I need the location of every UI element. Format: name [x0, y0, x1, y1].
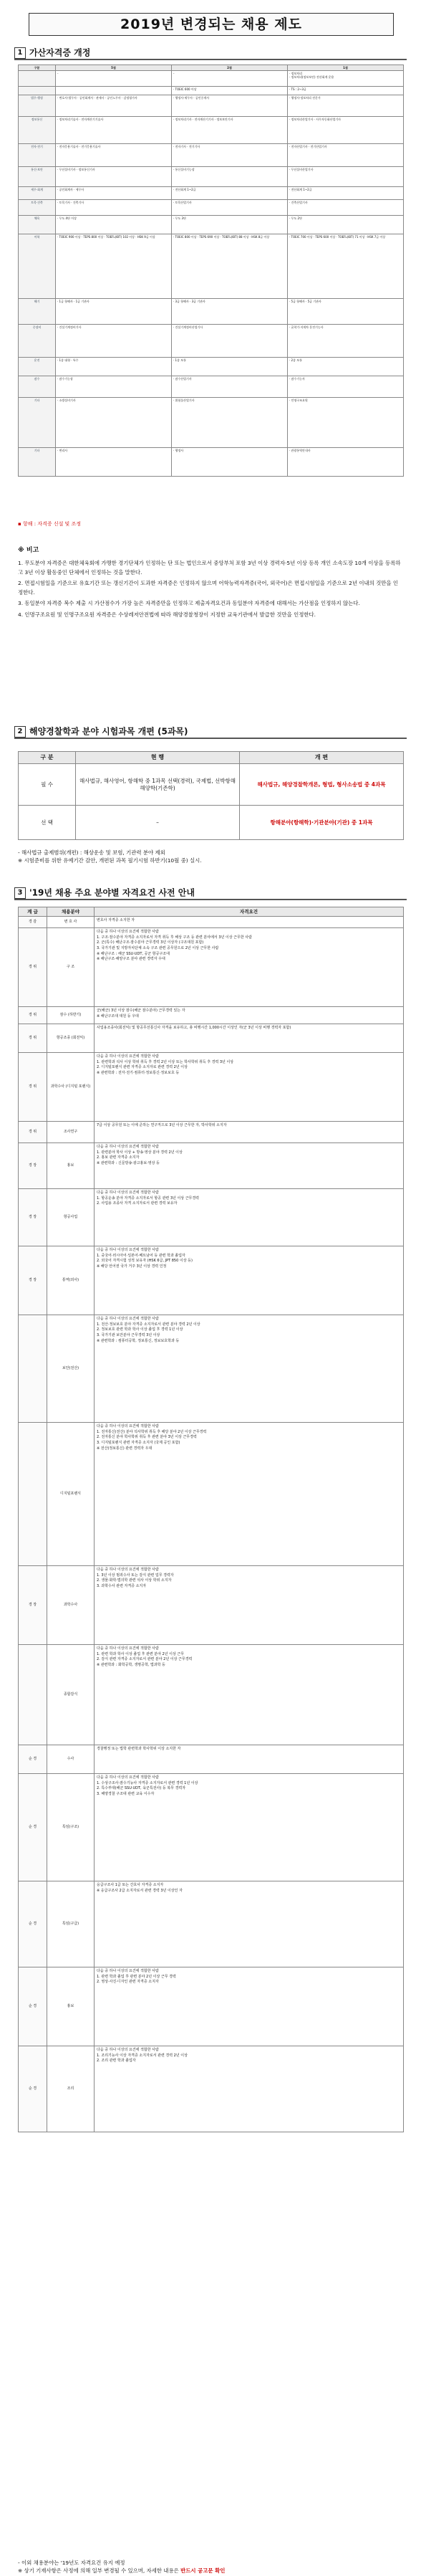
- row-label: 전자·전기: [19, 144, 56, 167]
- rank-cell: [19, 1315, 47, 1423]
- field-cell: 과학수사: [47, 1566, 95, 1645]
- row-label: 어학: [19, 234, 56, 299]
- row-label: 운전: [19, 358, 56, 376]
- requirement-cell: 응급구조사 1급 또는 간호사 자격증 소지자 ※ 응급구조사 2급 소지자로서 관련 경력 3년 이상인 자: [95, 1881, 404, 1967]
- table2-notes: [18, 849, 405, 864]
- field-cell: 수사: [47, 1745, 95, 1774]
- table-row: [19, 299, 404, 325]
- table-cell: · 1종 대형 · 특수: [56, 358, 172, 376]
- row-label: 토목·건축: [19, 200, 56, 216]
- row-label: 필 수: [19, 764, 76, 806]
- table-cell: · 잠수기능장: [56, 376, 172, 398]
- table-cell: · 전산회계 1~2급: [172, 187, 288, 200]
- table-cell: · 전산회계 1~2급: [288, 187, 404, 200]
- table-cell: · 전자응용기술사 · 전기응용기술사: [56, 144, 172, 167]
- rank-cell: 순 경: [19, 1881, 47, 1967]
- table-cell: · 변호사·법무사 · 공인회계사 · 관세사 · 공인노무사 · 감정평가사: [56, 95, 172, 117]
- table-cell: · 행정사: [172, 448, 288, 477]
- field-cell: 조리: [47, 2046, 95, 2132]
- table-cell: [56, 87, 172, 95]
- table-cell: -: [56, 71, 172, 87]
- table-cell: · TOEIC 900 이상 · TEPS 800 이상 · TOEFL(IBT) 102 이상 · HSK 9급 이상: [56, 234, 172, 299]
- table-row: [19, 448, 404, 477]
- section-heading: 해양경찰학과 분야 시험과목 개편 (5과목): [29, 726, 188, 737]
- new-subjects: 항해분야(항해학)·기관분야(기관) 중 1과목: [240, 806, 404, 840]
- table-cell: · 무선설비산업기사: [288, 167, 404, 187]
- table-row: [19, 144, 404, 167]
- table-cell: · 통신설비기능장: [172, 167, 288, 187]
- row-label: [19, 87, 56, 95]
- table-cell: · 행정사·세무사 · 공인중개사: [172, 95, 288, 117]
- table-cell: · 무선설비기사 · 정보통신기사: [56, 167, 172, 187]
- row-label: 잠수: [19, 376, 56, 398]
- field-cell: 홍보: [47, 1967, 95, 2046]
- row-label: 해기: [19, 299, 56, 325]
- rank-cell: 경 위: [19, 1024, 47, 1053]
- rank-cell: 경 장: [19, 1143, 47, 1189]
- rank-cell: 경 장: [19, 1566, 47, 1645]
- field-cell: 조사연구: [47, 1122, 95, 1143]
- table-row: [19, 1566, 404, 1645]
- notes-emphasis: 반드시 공고문 확인: [180, 2567, 226, 2574]
- notes-line: [18, 2567, 225, 2575]
- table-cell: · 1종 보통: [172, 358, 288, 376]
- table-cell: · 5급 항해사 · 5급 기관사: [288, 299, 404, 325]
- section-2-header: [14, 726, 407, 739]
- table-row: [19, 1645, 404, 1745]
- table-row: [19, 71, 404, 87]
- notes-main: ※ 상기 기재사항은 사정에 의해 일부 변경될 수 있으며, 자세한 내용은: [18, 2567, 181, 2574]
- remark-item: 4. 인명구조요원 및 인명구조요원 자격증은 수상레저안전법에 따라 해양경찰청장이 지정한 교육기관에서 발급한 것만을 인정한다.: [18, 611, 316, 618]
- table-cell: · 위험물산업기사: [172, 398, 288, 448]
- table-cell: · 변리사: [56, 448, 172, 477]
- table-row: [19, 325, 404, 358]
- rank-cell: 순 경: [19, 1774, 47, 1881]
- section-1-header: [14, 47, 407, 60]
- requirement-cell: 다음 중 하나 이상의 요건에 적합한 사람 1. 전산·정보보호 분야 자격증 소지자로서 관련 분야 경력 2년 이상 2. 정보보호 관련 학과 학사 이상 졸업 후 경력 1년 이상 3. 국가기관 보안분야 근무경력 3년 이상 ※ 관련학과 : 컴퓨터공학, 정보통신, 정보보호학과 등: [95, 1315, 404, 1423]
- requirement-cell: 다음 중 하나 이상의 요건에 적합한 사람 1. 관련분야 학사 이상 + 방송·영상 분야 경력 2년 이상 2. 홍보 관련 자격증 소지자 ※ 관련학과 : 신문방송·광고홍보·영상 등: [95, 1143, 404, 1189]
- table-cell: · 무도 4단 이상: [56, 216, 172, 234]
- field-cell: 보안(전산): [47, 1315, 95, 1423]
- note-line: ※ 시험준비를 위한 유예기간 감안, 개편된 과목 필기시험 하반기(10월 중) 실시.: [18, 857, 202, 864]
- column-header: 5점: [56, 65, 172, 71]
- page-title: 2019년 변경되는 채용 제도: [120, 16, 302, 32]
- rank-cell: 경 장: [19, 1189, 47, 1246]
- table-cell: · TS : 2~3급: [288, 87, 404, 95]
- table-row: [19, 1881, 404, 1967]
- requirement-cell: 다음 중 하나 이상의 요건에 적합한 사람 1. 조리기능사 이상 자격증 소지자로서 관련 경력 2년 이상 2. 조리 관련 학과 졸업자: [95, 2046, 404, 2132]
- table-cell: · TOEIC 800 이상 · TEPS 690 이상 · TOEFL(IBT) 88 이상 · HSK 8급 이상: [172, 234, 288, 299]
- rank-cell: 경 장: [19, 1246, 47, 1315]
- table-cell: · 건설기계정비산업기사: [172, 325, 288, 358]
- requirement-cell: 다음 중 하나 이상의 요건에 적합한 사람 1. 관련 학과 졸업 후 관련 분야 2년 이상 근무 경력 2. 영상·사진·디자인 관련 자격증 소지자: [95, 1967, 404, 2046]
- table-row: [19, 1246, 404, 1315]
- table-cell: · 전자산업기사 · 전기산업기사: [288, 144, 404, 167]
- column-header: 자격요건: [95, 907, 404, 917]
- table-cell: · 정보처리 · 정보처리(정보보안) 전산회계 운용: [288, 71, 404, 87]
- column-header: 1점: [288, 65, 404, 71]
- field-cell: 특임(구조): [47, 1774, 95, 1881]
- row-label: 정보통신: [19, 117, 56, 144]
- table-cell: · 인명구조요원: [288, 398, 404, 448]
- field-cell: 항공사업: [47, 1189, 95, 1246]
- field-cell: 홍보: [47, 1143, 95, 1189]
- field-cell: 종합감식: [47, 1645, 95, 1745]
- column-header: 계 급: [19, 907, 47, 917]
- requirement-cell: 다음 중 하나 이상의 요건에 적합한 사람 1. 전자통신(전산) 분야 석사학위 취득 후 해당 분야 2년 이상 근무경력 2. 전자통신 분야 학사학위 취득 후 관련 분야 3년 이상 근무경력 3. 디지털포렌식 관련 자격증 소지자 (국제 공인 포함) ※ 전산(정보통신) 관련 경력자 우대: [95, 1423, 404, 1566]
- table-row: [19, 1315, 404, 1423]
- exam-subject-table: [18, 751, 404, 840]
- table-cell: · 소방설비기사: [56, 398, 172, 448]
- table-cell: · 전자기사 · 전기기사: [172, 144, 288, 167]
- rank-cell: 순 경: [19, 1745, 47, 1774]
- qualification-table: [18, 65, 404, 477]
- table-row: [19, 358, 404, 376]
- row-label: 세무·회계: [19, 187, 56, 200]
- table-row: [19, 1053, 404, 1122]
- table-row: [19, 117, 404, 144]
- table-row: [19, 87, 404, 95]
- table-row: [19, 806, 404, 840]
- table-cell: · 토목산업기사: [172, 200, 288, 216]
- field-cell: 과학수사 (디지털 포렌식): [47, 1053, 95, 1122]
- note-line: - 해사법규 출제범위(개편) : 해상운송 및 보험, 기관력 분야 제외: [18, 849, 165, 856]
- table-row: [19, 1423, 404, 1566]
- table-cell: · 건축산업기사: [288, 200, 404, 216]
- table-cell: · 관광통역안내사: [288, 448, 404, 477]
- table-cell: · 행정사·정보처리 전문가: [288, 95, 404, 117]
- requirement-cell: 7급 이상 공무원 또는 이에 준하는 연구직으로 3년 이상 근무한 자, 박사학위 소지자: [95, 1122, 404, 1143]
- current-subjects: 해사법규, 해사영어, 항해학 중 1과목 선택(경력), 국제법, 선박항해 해양학(기존학): [76, 764, 240, 806]
- table-cell: -: [172, 71, 288, 87]
- table-cell: · 무도 2단: [288, 216, 404, 234]
- title-box: [29, 13, 394, 36]
- column-header: 현 행: [76, 752, 240, 764]
- remarks-block: [18, 547, 403, 621]
- table-row: [19, 1024, 404, 1053]
- table-row: [19, 187, 404, 200]
- table-cell: · 토목기사 · 건축기사: [56, 200, 172, 216]
- requirement-cell: 사업용조종사(회전익) 및 항공무선통신사 자격을 보유하고, 총 비행시간 1,000시간 이상인 자(군 3년 이상 비행 경력자 포함): [95, 1024, 404, 1053]
- section-number: 1: [14, 47, 26, 59]
- table-row: [19, 917, 404, 928]
- table-cell: · 3급 항해사 · 3급 기관사: [172, 299, 288, 325]
- section-number: 3: [14, 887, 26, 899]
- requirement-cell: 경찰행정 또는 법학 관련학과 학사학위 이상 소지한 자: [95, 1745, 404, 1774]
- section-rule: [14, 59, 407, 60]
- table-row: [19, 216, 404, 234]
- row-label: [19, 71, 56, 87]
- field-cell: 잠수 (하반기): [47, 1007, 95, 1024]
- rank-cell: 경 위: [19, 928, 47, 1007]
- rank-cell: [19, 1645, 47, 1745]
- column-header: 개 편: [240, 752, 404, 764]
- column-header: 2점: [172, 65, 288, 71]
- table-row: [19, 398, 404, 448]
- table-row: [19, 928, 404, 1007]
- table-cell: · 잠수산업기사: [172, 376, 288, 398]
- new-subjects: 해사법규, 해양경찰학개론, 형법, 형사소송법 중 4과목: [240, 764, 404, 806]
- table-cell: · 정보처리산업기사 · 사무자동화산업기사: [288, 117, 404, 144]
- row-label: 통신·보안: [19, 167, 56, 187]
- row-label: 기타: [19, 398, 56, 448]
- table-row: [19, 234, 404, 299]
- table-row: [19, 1122, 404, 1143]
- table3-notes: [18, 2559, 225, 2575]
- requirement-cell: 변호사 자격증 소지한 자: [95, 917, 404, 928]
- rank-cell: 경 위: [19, 1007, 47, 1024]
- table-row: [19, 764, 404, 806]
- table-row: [19, 200, 404, 216]
- section-number: 2: [14, 726, 26, 738]
- table-cell: · 1급 항해사 · 1급 기관사: [56, 299, 172, 325]
- table1-note: ▪ 항해 : 자격증 신설 및 조정: [18, 521, 82, 527]
- table-row: [19, 167, 404, 187]
- row-label: 기타: [19, 448, 56, 477]
- rank-cell: 경 위: [19, 1053, 47, 1122]
- section-heading: 가산자격증 개정: [29, 47, 91, 58]
- table-cell: · 정보처리기사 · 전자계산기기사 · 정보보안기사: [172, 117, 288, 144]
- table-row: [19, 1774, 404, 1881]
- table-row: [19, 95, 404, 117]
- table-row: [19, 1007, 404, 1024]
- table-row: [19, 2046, 404, 2132]
- rank-cell: 순 경: [19, 1967, 47, 2046]
- field-cell: 통역(외사): [47, 1246, 95, 1315]
- table-row: [19, 376, 404, 398]
- field-cell: 변 호 사: [47, 917, 95, 928]
- field-cell: 구 조: [47, 928, 95, 1007]
- section-rule: [14, 738, 407, 739]
- section-heading: '19년 채용 주요 분야별 자격요건 사전 안내: [29, 887, 195, 898]
- table-row: [19, 1967, 404, 2046]
- column-header: 구분: [19, 65, 56, 71]
- table-cell: · 정보처리기술사 · 전자계산기기술사: [56, 117, 172, 144]
- section-3-header: [14, 887, 407, 900]
- remark-item: 2. 면접시험일을 기준으로 유효기간 또는 갱신기간이 도과한 자격증은 인정하지 않으며 어학능력자격증(국어, 외국어)은 면접시험일을 기준으로 2년 이내의 것만을 인정한다.: [18, 580, 399, 596]
- table-cell: · 굴착기·지게차 운전기능사: [288, 325, 404, 358]
- row-label: 중장비: [19, 325, 56, 358]
- table-cell: · 2종 보통: [288, 358, 404, 376]
- table-cell: · 잠수기능사: [288, 376, 404, 398]
- table-row: [19, 1745, 404, 1774]
- rank-cell: 순 경: [19, 2046, 47, 2132]
- notes-line: - 이외 채용분야는 '19년도 자격요건 유지 예정: [18, 2560, 125, 2566]
- table-cell: · 건설기계정비기사: [56, 325, 172, 358]
- table-cell: · TOEIC 600 이상: [172, 87, 288, 95]
- field-cell: 항공조종 (회전익): [47, 1024, 95, 1053]
- remarks-heading: ※ 비고: [18, 547, 39, 554]
- requirement-cell: 다음 중 하나 이상의 요건에 적합한 사람 1. 관련 학과 학사 이상 졸업 후 관련 분야 2년 이상 근무 2. 감식 관련 자격증 소지자로서 관련 분야 2년 이상 근무경력 ※ 관련학과 : 화학공학, 생명공학, 법과학 등: [95, 1645, 404, 1745]
- remark-item: 1. 무도분야 자격증은 대한체육회에 가맹한 경기단체가 인정하는 단 또는 법인으로서 중앙부처 포함 3년 이상 경력자·5년 이상 등록 개인 소속도장 10개 이상을 등록하고 3년 이상 활동중인 단체에서 인정하는 것을 말한다.: [18, 560, 401, 576]
- rank-cell: [19, 1423, 47, 1566]
- requirement-cell: 다음 중 하나 이상의 요건에 적합한 사람 1. 3년 이상 범죄수사 또는 감식 관련 업무 경력자 2. 생물·화학·법의학 관련 석사 이상 학위 소지자 3. 과학수사 관련 자격증 소지자: [95, 1566, 404, 1645]
- requirement-cell: 다음 중 하나 이상의 요건에 적합한 사람 1. 항공운송 분야 자격증 소지자로서 항공 관련 3년 이상 근무경력 2. 사업용 조종사 자격 소지자로서 관련 경력 보유자: [95, 1189, 404, 1246]
- requirement-cell: 다음 중 하나 이상의 요건에 적합한 사람 1. 중국어·러시아어·일본어·베트남어 등 관련 학과 졸업자 2. 외국어 자격시험 성적 보유자 (HSK 6급, JPT 850 이상 등) ※ 해당 언어권 국가 거주 3년 이상 경력 인정: [95, 1246, 404, 1315]
- requirement-cell: 군(해군) 3년 이상 잠수(해군 잠수분야) 근무경력 있는 자 ※ 해난구조대 대원 등 우대: [95, 1007, 404, 1024]
- column-header: 채용분야: [47, 907, 95, 917]
- row-label: 체육: [19, 216, 56, 234]
- table-cell: · TOEIC 700 이상 · TEPS 600 이상 · TOEFL(IBT) 71 이상 · HSK 7급 이상: [288, 234, 404, 299]
- table-cell: · 무도 3단: [172, 216, 288, 234]
- current-subjects: –: [76, 806, 240, 840]
- rank-cell: 경 위: [19, 1122, 47, 1143]
- field-cell: 디지털포렌식: [47, 1423, 95, 1566]
- rank-cell: 경 감: [19, 917, 47, 928]
- recruitment-requirements-table: [18, 907, 404, 2132]
- section-rule: [14, 899, 407, 900]
- column-header: 구 분: [19, 752, 76, 764]
- requirement-cell: 다음 중 하나 이상의 요건에 적합한 사람 1. 수상구조사·잠수기능사 자격증 소지자로서 관련 경력 1년 이상 2. 특수부대(해군 SSU·UDT, 육군특전사) 등 복무 경력자 3. 해양경찰 구조대 관련 교육 이수자: [95, 1774, 404, 1881]
- requirement-cell: 다음 중 하나 이상의 요건에 적합한 사람 1. 구조·잠수분야 자격증 소지자로서 자격 취득 후 해상 구조 등 관련 분야에서 3년 이상 근무한 사람 2. 군(특수) 해난구조·잠수분야 근무경력 3년 이상자 (구조대원 포함) 3. 국가기관 및 지방자치단체 소속 구조 관련 공무원으로 2년 이상 근무한 사람 ※ 해난구조 : 해군 SSU·UDT, 공군 항공구조대 ※ 해난구조·해양구조 분야 관련 경력자 우대: [95, 928, 404, 1007]
- table-row: [19, 1189, 404, 1246]
- field-cell: 특임(구급): [47, 1881, 95, 1967]
- table-row: [19, 1143, 404, 1189]
- table-cell: · 공인회계사 · 세무사: [56, 187, 172, 200]
- requirement-cell: 다음 중 하나 이상의 요건에 적합한 사람 1. 관련학과 석사 이상 학위 취득 후 경력 2년 이상 또는 학사학위 취득 후 경력 3년 이상 2. 디지털포렌식 관련 자격증 소지자로 관련 경력 2년 이상 ※ 관련학과 : 전자·전기·컴퓨터·정보통신·정보보호 등: [95, 1053, 404, 1122]
- row-label: 선 택: [19, 806, 76, 840]
- row-label: 법무·행정: [19, 95, 56, 117]
- remark-item: 3. 동일분야 자격증 복수 제출 시 가산점수가 가장 높은 자격증만을 인정하고 제출자격요건과 동일분야 자격증에 대해서는 가산점을 인정하지 않는다.: [18, 600, 360, 607]
